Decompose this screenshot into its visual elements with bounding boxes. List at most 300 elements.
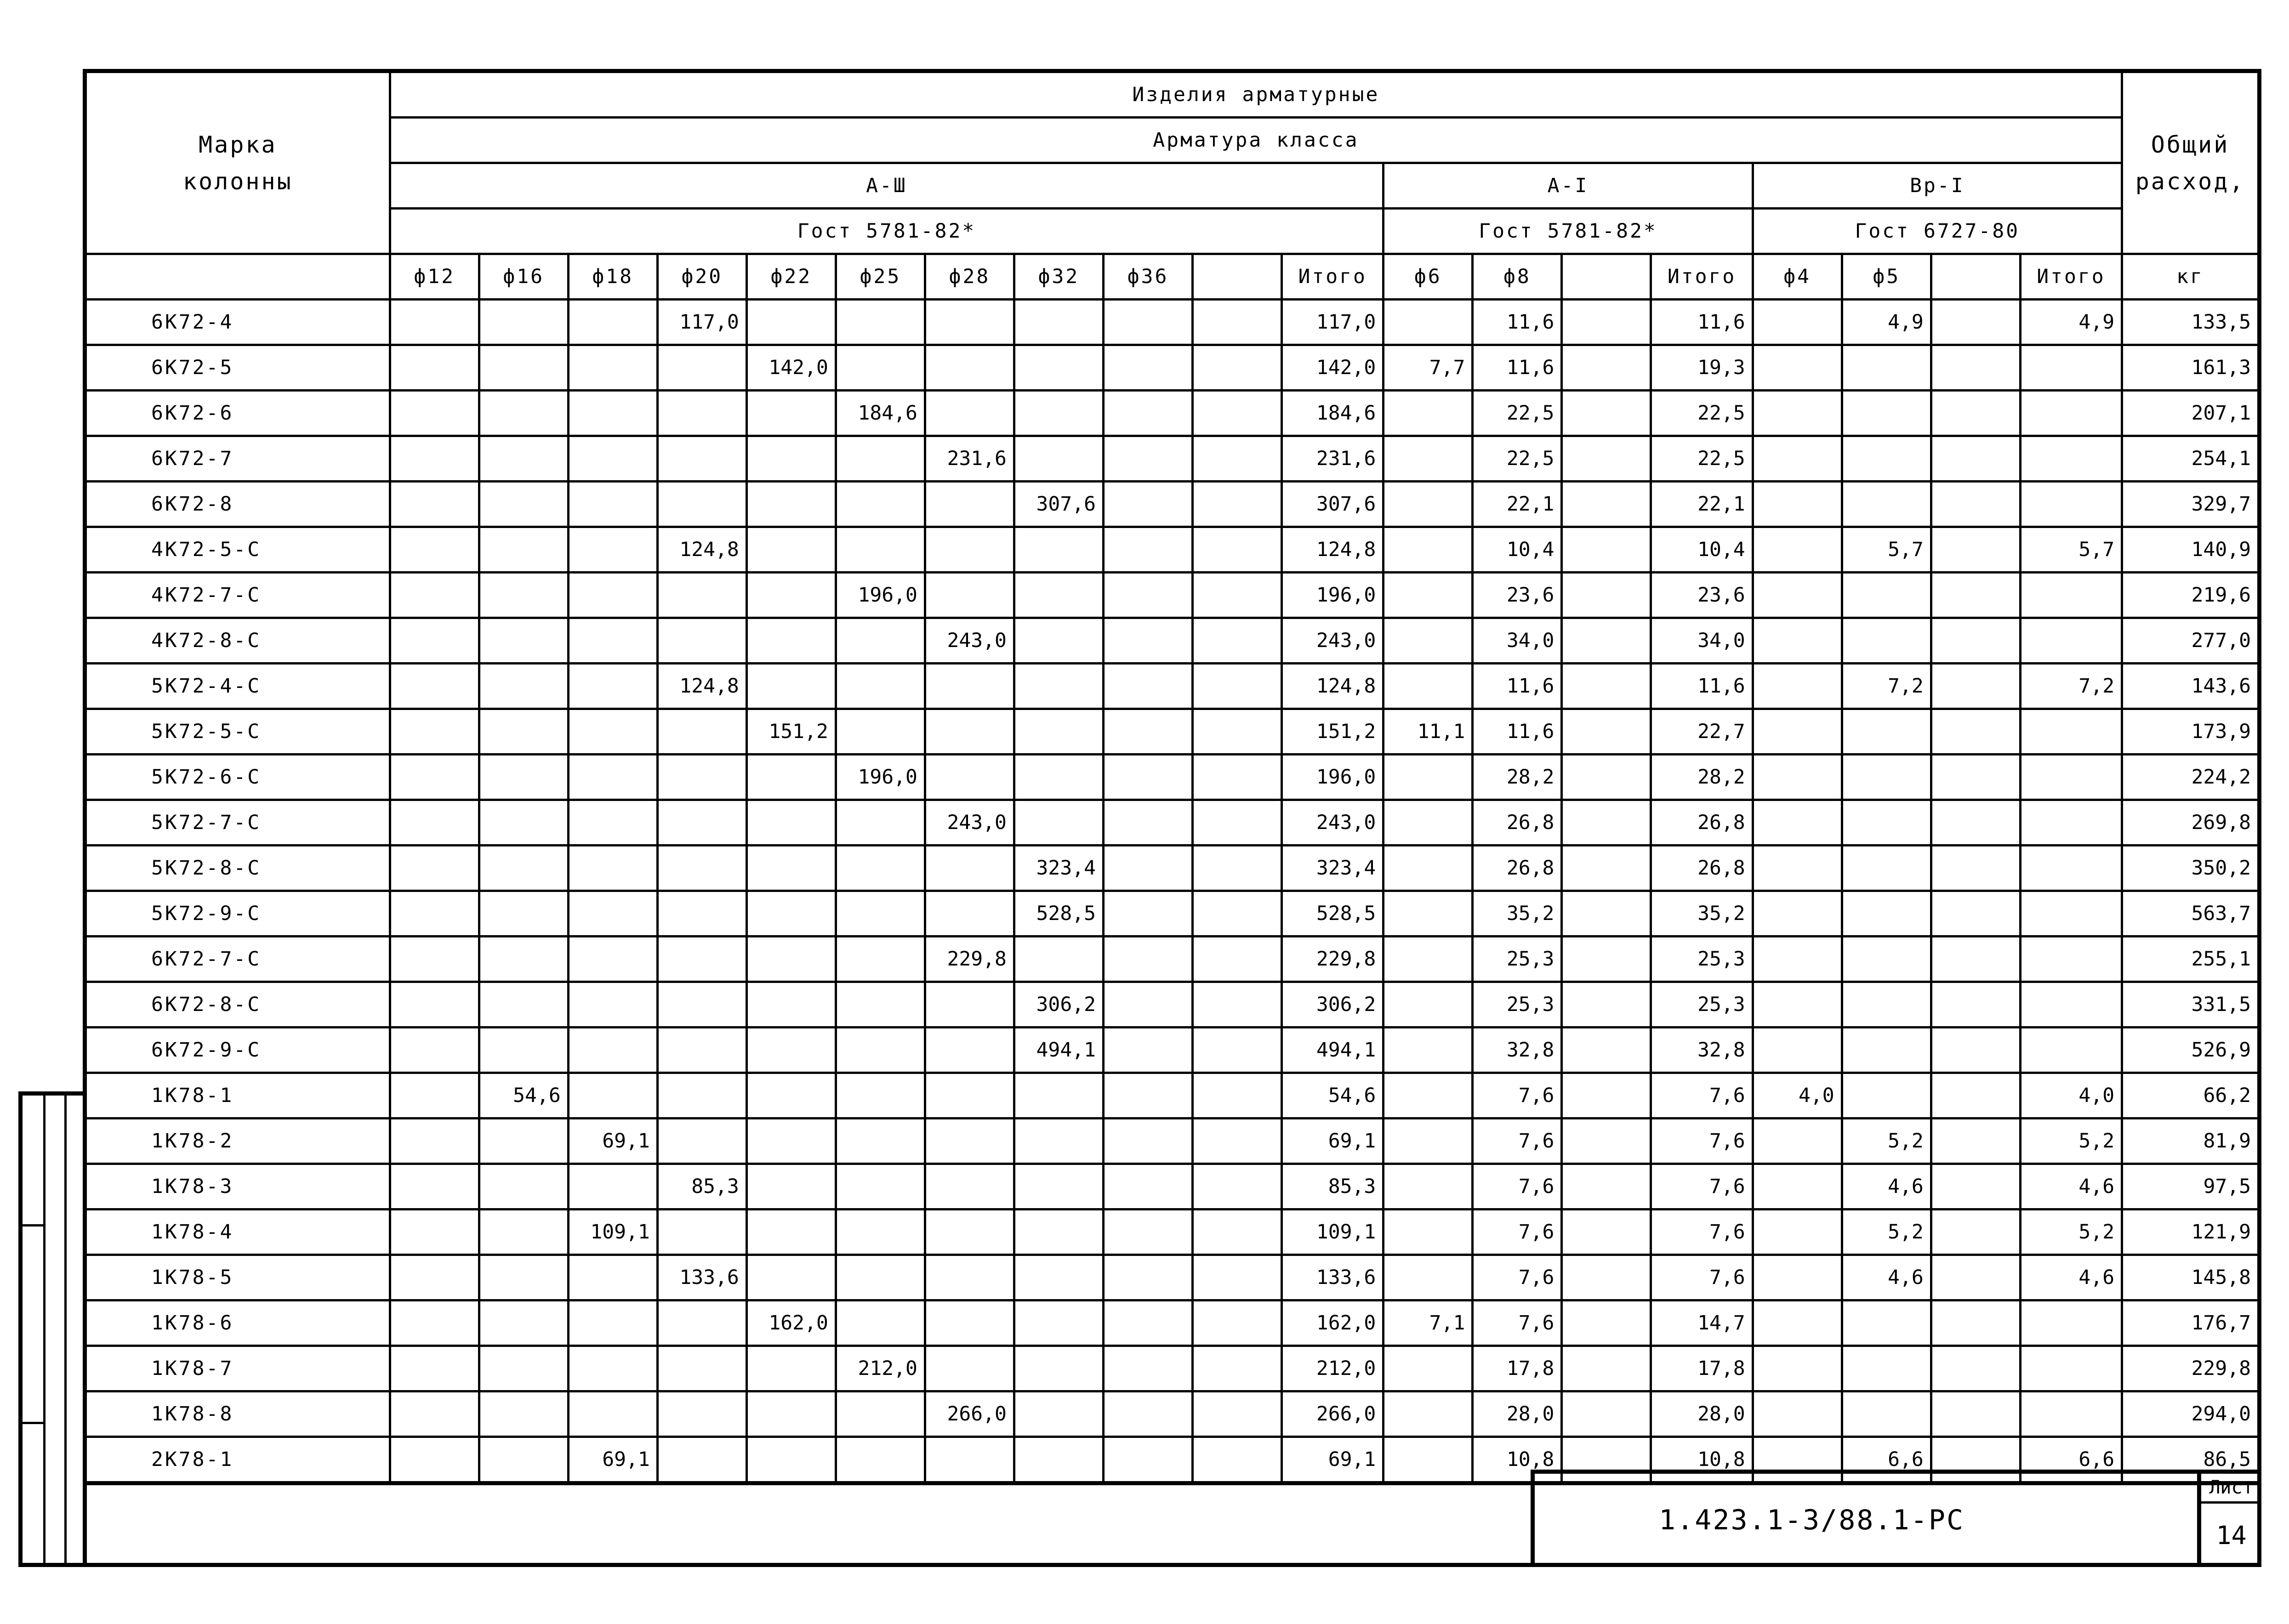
quantity-cell: [1753, 618, 1842, 664]
quantity-cell: [1384, 391, 1473, 436]
quantity-cell: 4,9: [2020, 300, 2122, 345]
quantity-cell: [479, 482, 568, 527]
quantity-cell: [1842, 846, 1931, 891]
quantity-cell: [1753, 391, 1842, 436]
quantity-cell: [2020, 436, 2122, 482]
quantity-cell: 11,6: [1651, 300, 1753, 345]
quantity-cell: [1842, 1073, 1931, 1119]
quantity-cell: [390, 1209, 479, 1255]
quantity-cell: [1104, 1073, 1193, 1119]
diameter-header: [1562, 254, 1651, 300]
quantity-cell: [2020, 755, 2122, 800]
quantity-cell: 32,8: [1651, 1028, 1753, 1073]
quantity-cell: [1104, 1209, 1193, 1255]
quantity-cell: 7,7: [1384, 345, 1473, 391]
quantity-cell: [1384, 1255, 1473, 1300]
quantity-cell: 4,6: [1842, 1255, 1931, 1300]
quantity-cell: [836, 1391, 925, 1437]
quantity-cell: 22,5: [1473, 391, 1562, 436]
quantity-cell: [836, 1119, 925, 1164]
quantity-cell: [1384, 1119, 1473, 1164]
quantity-cell: [1842, 618, 1931, 664]
quantity-cell: [390, 345, 479, 391]
quantity-cell: [1014, 527, 1103, 573]
quantity-cell: 7,6: [1473, 1164, 1562, 1209]
quantity-cell: [1193, 1255, 1282, 1300]
quantity-cell: [657, 1073, 746, 1119]
quantity-cell: [925, 1028, 1014, 1073]
quantity-cell: 528,5: [1282, 891, 1384, 937]
quantity-cell: [1193, 937, 1282, 982]
quantity-cell: [1104, 800, 1193, 846]
diameter-header: ф36: [1104, 254, 1193, 300]
quantity-cell: [1842, 482, 1931, 527]
quantity-cell: [836, 800, 925, 846]
quantity-cell: [1104, 391, 1193, 436]
class-vr1-header: Вр-I: [1753, 163, 2122, 209]
quantity-cell: [479, 436, 568, 482]
quantity-cell: [1104, 1119, 1193, 1164]
total-consumption-cell: 133,5: [2122, 300, 2260, 345]
quantity-cell: [925, 300, 1014, 345]
quantity-cell: [1842, 391, 1931, 436]
column-mark-cell: 1К78-2: [85, 1119, 390, 1164]
quantity-cell: [1014, 937, 1103, 982]
quantity-cell: 5,2: [1842, 1119, 1931, 1164]
quantity-cell: 11,6: [1473, 345, 1562, 391]
quantity-cell: 22,1: [1651, 482, 1753, 527]
quantity-cell: [746, 482, 836, 527]
quantity-cell: [1104, 755, 1193, 800]
quantity-cell: [925, 1073, 1014, 1119]
quantity-cell: [746, 1437, 836, 1483]
quantity-cell: [479, 1028, 568, 1073]
quantity-cell: [1193, 436, 1282, 482]
total-consumption-cell: 526,9: [2122, 1028, 2260, 1073]
quantity-cell: 4,6: [2020, 1255, 2122, 1300]
quantity-cell: 151,2: [746, 709, 836, 755]
quantity-cell: [925, 1209, 1014, 1255]
quantity-cell: 54,6: [479, 1073, 568, 1119]
total-consumption-cell: 329,7: [2122, 482, 2260, 527]
quantity-cell: [1753, 1164, 1842, 1209]
quantity-cell: 14,7: [1651, 1300, 1753, 1346]
quantity-cell: 243,0: [1282, 800, 1384, 846]
quantity-cell: 26,8: [1473, 846, 1562, 891]
quantity-cell: [1931, 1164, 2020, 1209]
quantity-cell: [1931, 664, 2020, 709]
diameter-header: Итого: [1651, 254, 1753, 300]
class-a1-header: А-I: [1384, 163, 1753, 209]
gost-a3-header: Гост 5781-82*: [390, 209, 1384, 254]
quantity-cell: [1193, 800, 1282, 846]
quantity-cell: 229,8: [925, 937, 1014, 982]
quantity-cell: [1842, 573, 1931, 618]
quantity-cell: [746, 391, 836, 436]
diameter-header: ф12: [390, 254, 479, 300]
quantity-cell: [1014, 709, 1103, 755]
quantity-cell: 34,0: [1651, 618, 1753, 664]
quantity-cell: [746, 755, 836, 800]
quantity-cell: [1931, 800, 2020, 846]
quantity-cell: [1753, 709, 1842, 755]
quantity-cell: [2020, 1028, 2122, 1073]
quantity-cell: [1014, 664, 1103, 709]
quantity-cell: [1931, 891, 2020, 937]
quantity-cell: [1104, 300, 1193, 345]
quantity-cell: [925, 391, 1014, 436]
quantity-cell: [1753, 1209, 1842, 1255]
total-consumption-cell: 255,1: [2122, 937, 2260, 982]
quantity-cell: [1014, 345, 1103, 391]
table-row: [85, 1300, 2260, 1346]
quantity-cell: [1104, 846, 1193, 891]
quantity-cell: 124,8: [657, 527, 746, 573]
diameter-header: ф16: [479, 254, 568, 300]
quantity-cell: 307,6: [1014, 482, 1103, 527]
total-label-line: Общий: [2151, 131, 2230, 158]
quantity-cell: [1931, 618, 2020, 664]
quantity-cell: [746, 1073, 836, 1119]
quantity-cell: [1931, 573, 2020, 618]
quantity-cell: [1193, 391, 1282, 436]
side-strip-labels-column: [23, 1096, 46, 1567]
table-row: [85, 1391, 2260, 1437]
quantity-cell: [568, 436, 657, 482]
sheet-label: Лист: [2201, 1474, 2261, 1504]
quantity-cell: 5,2: [2020, 1209, 2122, 1255]
column-mark-cell: 1К78-4: [85, 1209, 390, 1255]
quantity-cell: 28,2: [1473, 755, 1562, 800]
quantity-cell: 109,1: [1282, 1209, 1384, 1255]
quantity-cell: [1562, 482, 1651, 527]
quantity-cell: [568, 345, 657, 391]
quantity-cell: [1014, 1300, 1103, 1346]
total-consumption-cell: 331,5: [2122, 982, 2260, 1028]
quantity-cell: 323,4: [1282, 846, 1384, 891]
quantity-cell: [1193, 982, 1282, 1028]
quantity-cell: [746, 1119, 836, 1164]
quantity-cell: 7,1: [1384, 1300, 1473, 1346]
quantity-cell: [836, 1255, 925, 1300]
quantity-cell: 35,2: [1651, 891, 1753, 937]
quantity-cell: [1562, 937, 1651, 982]
quantity-cell: [390, 800, 479, 846]
quantity-cell: [1193, 846, 1282, 891]
diameter-header: [1193, 254, 1282, 300]
quantity-cell: 7,6: [1473, 1073, 1562, 1119]
quantity-cell: [1193, 709, 1282, 755]
quantity-cell: 17,8: [1651, 1346, 1753, 1391]
quantity-cell: 196,0: [836, 573, 925, 618]
quantity-cell: 494,1: [1014, 1028, 1103, 1073]
quantity-cell: [925, 482, 1014, 527]
quantity-cell: [1562, 300, 1651, 345]
quantity-cell: 10,4: [1651, 527, 1753, 573]
quantity-cell: [1384, 527, 1473, 573]
table-row: [85, 436, 2260, 482]
quantity-cell: [479, 391, 568, 436]
quantity-cell: [1842, 937, 1931, 982]
quantity-cell: [2020, 846, 2122, 891]
quantity-cell: [1384, 1391, 1473, 1437]
quantity-cell: [1562, 982, 1651, 1028]
quantity-cell: 229,8: [1282, 937, 1384, 982]
column-mark-cell: 6К72-8: [85, 482, 390, 527]
quantity-cell: 184,6: [836, 391, 925, 436]
quantity-cell: [1562, 1391, 1651, 1437]
quantity-cell: [836, 1073, 925, 1119]
mark-label-line: Марка: [199, 131, 277, 158]
table-row: [85, 1209, 2260, 1255]
total-consumption-cell: 161,3: [2122, 345, 2260, 391]
quantity-cell: [657, 391, 746, 436]
table-row: [85, 846, 2260, 891]
total-consumption-cell: 269,8: [2122, 800, 2260, 846]
diameter-header: ф20: [657, 254, 746, 300]
column-mark-cell: 6К72-8-С: [85, 982, 390, 1028]
quantity-cell: [1384, 573, 1473, 618]
quantity-cell: [1753, 300, 1842, 345]
quantity-cell: [1014, 1255, 1103, 1300]
quantity-cell: 25,3: [1473, 937, 1562, 982]
quantity-cell: [925, 1255, 1014, 1300]
quantity-cell: 243,0: [1282, 618, 1384, 664]
quantity-cell: 5,2: [2020, 1119, 2122, 1164]
quantity-cell: [1562, 800, 1651, 846]
quantity-cell: [657, 345, 746, 391]
quantity-cell: [746, 800, 836, 846]
quantity-cell: 7,6: [1473, 1119, 1562, 1164]
quantity-cell: [1562, 1209, 1651, 1255]
column-mark-cell: 5К72-6-С: [85, 755, 390, 800]
quantity-cell: [1842, 436, 1931, 482]
quantity-cell: 11,6: [1473, 709, 1562, 755]
sheet-number-box: [2197, 1474, 2261, 1567]
quantity-cell: [1384, 1346, 1473, 1391]
total-consumption-cell: 176,7: [2122, 1300, 2260, 1346]
quantity-cell: [836, 664, 925, 709]
quantity-cell: [1931, 1300, 2020, 1346]
quantity-cell: [390, 1300, 479, 1346]
table-row: [85, 1255, 2260, 1300]
quantity-cell: [1562, 1073, 1651, 1119]
quantity-cell: [657, 982, 746, 1028]
diameter-header: [1931, 254, 2020, 300]
quantity-cell: [746, 846, 836, 891]
quantity-cell: [390, 1119, 479, 1164]
quantity-cell: 4,9: [1842, 300, 1931, 345]
quantity-cell: [2020, 709, 2122, 755]
quantity-cell: [1842, 891, 1931, 937]
quantity-cell: 22,1: [1473, 482, 1562, 527]
quantity-cell: [1753, 800, 1842, 846]
table-row: [85, 482, 2260, 527]
quantity-cell: [479, 800, 568, 846]
quantity-cell: [2020, 573, 2122, 618]
quantity-cell: [1753, 1028, 1842, 1073]
quantity-cell: 124,8: [1282, 664, 1384, 709]
quantity-cell: [1753, 436, 1842, 482]
table-row: [85, 345, 2260, 391]
class-a3-header: А-Ш: [390, 163, 1384, 209]
quantity-cell: 4,6: [2020, 1164, 2122, 1209]
quantity-cell: [390, 436, 479, 482]
column-mark-cell: 1К78-3: [85, 1164, 390, 1209]
quantity-cell: [1931, 982, 2020, 1028]
quantity-cell: 162,0: [746, 1300, 836, 1346]
total-consumption-cell: 140,9: [2122, 527, 2260, 573]
column-mark-cell: 1К78-6: [85, 1300, 390, 1346]
quantity-cell: [836, 1209, 925, 1255]
quantity-cell: [925, 345, 1014, 391]
rebar-specification-table: [83, 69, 2261, 1485]
quantity-cell: [657, 618, 746, 664]
diameter-header: ф8: [1473, 254, 1562, 300]
quantity-cell: 85,3: [1282, 1164, 1384, 1209]
quantity-cell: [925, 1437, 1014, 1483]
quantity-cell: [1931, 1073, 2020, 1119]
quantity-cell: [1384, 1028, 1473, 1073]
total-consumption-cell: 294,0: [2122, 1391, 2260, 1437]
quantity-cell: [1193, 573, 1282, 618]
quantity-cell: [568, 618, 657, 664]
quantity-cell: [568, 1300, 657, 1346]
quantity-cell: [1384, 1073, 1473, 1119]
quantity-cell: [836, 482, 925, 527]
quantity-cell: [568, 891, 657, 937]
quantity-cell: [568, 527, 657, 573]
quantity-cell: [746, 527, 836, 573]
quantity-cell: [1562, 1346, 1651, 1391]
quantity-cell: 231,6: [925, 436, 1014, 482]
diameter-header: ф4: [1753, 254, 1842, 300]
quantity-cell: 22,7: [1651, 709, 1753, 755]
sheet-number: 14: [2216, 1521, 2247, 1550]
quantity-cell: [390, 1073, 479, 1119]
quantity-cell: 25,3: [1473, 982, 1562, 1028]
quantity-cell: 7,6: [1651, 1119, 1753, 1164]
table-row: [85, 800, 2260, 846]
quantity-cell: [657, 1437, 746, 1483]
quantity-cell: 11,1: [1384, 709, 1473, 755]
quantity-cell: [568, 937, 657, 982]
quantity-cell: 26,8: [1473, 800, 1562, 846]
quantity-cell: [2020, 937, 2122, 982]
quantity-cell: [925, 846, 1014, 891]
quantity-cell: [568, 755, 657, 800]
quantity-cell: 196,0: [1282, 755, 1384, 800]
quantity-cell: [568, 1028, 657, 1073]
quantity-cell: [925, 982, 1014, 1028]
quantity-cell: [2020, 345, 2122, 391]
quantity-cell: [1562, 664, 1651, 709]
quantity-cell: [1193, 618, 1282, 664]
quantity-cell: [568, 482, 657, 527]
quantity-cell: [1753, 482, 1842, 527]
quantity-cell: 4,0: [2020, 1073, 2122, 1119]
quantity-cell: [1193, 345, 1282, 391]
quantity-cell: [1562, 755, 1651, 800]
quantity-cell: 6,6: [2020, 1437, 2122, 1483]
quantity-cell: 5,7: [2020, 527, 2122, 573]
total-unit-header: кг: [2122, 254, 2260, 300]
quantity-cell: 151,2: [1282, 709, 1384, 755]
quantity-cell: [1104, 482, 1193, 527]
quantity-cell: 11,6: [1651, 664, 1753, 709]
quantity-cell: [1753, 982, 1842, 1028]
title-block: [1531, 1470, 2261, 1567]
quantity-cell: [1384, 937, 1473, 982]
quantity-cell: 184,6: [1282, 391, 1384, 436]
column-mark-cell: 6К72-7-С: [85, 937, 390, 982]
quantity-cell: [390, 709, 479, 755]
quantity-cell: [1384, 800, 1473, 846]
column-mark-cell: 4К72-5-С: [85, 527, 390, 573]
quantity-cell: [1104, 527, 1193, 573]
quantity-cell: [2020, 982, 2122, 1028]
quantity-cell: [479, 1119, 568, 1164]
quantity-cell: [568, 1391, 657, 1437]
quantity-cell: [1014, 573, 1103, 618]
quantity-cell: [479, 846, 568, 891]
quantity-cell: [657, 709, 746, 755]
table-row: [85, 573, 2260, 618]
quantity-cell: [2020, 1300, 2122, 1346]
quantity-cell: [2020, 1346, 2122, 1391]
quantity-cell: [1753, 891, 1842, 937]
quantity-cell: [925, 1346, 1014, 1391]
left-stamp-strip: [18, 1091, 83, 1567]
quantity-cell: 243,0: [925, 618, 1014, 664]
total-consumption-cell: 145,8: [2122, 1255, 2260, 1300]
quantity-cell: [1014, 1437, 1103, 1483]
quantity-cell: 142,0: [746, 345, 836, 391]
quantity-cell: [1384, 482, 1473, 527]
quantity-cell: 35,2: [1473, 891, 1562, 937]
diameter-header: ф5: [1842, 254, 1931, 300]
quantity-cell: [479, 1255, 568, 1300]
quantity-cell: 212,0: [836, 1346, 925, 1391]
quantity-cell: 7,6: [1651, 1073, 1753, 1119]
quantity-cell: [1104, 1391, 1193, 1437]
quantity-cell: 7,2: [2020, 664, 2122, 709]
quantity-cell: [1104, 436, 1193, 482]
quantity-cell: 69,1: [568, 1437, 657, 1483]
quantity-cell: [836, 937, 925, 982]
rebar-class-header: Арматура класса: [390, 118, 2122, 163]
quantity-cell: 133,6: [657, 1255, 746, 1300]
quantity-cell: [1753, 846, 1842, 891]
quantity-cell: 22,5: [1651, 391, 1753, 436]
quantity-cell: [1104, 709, 1193, 755]
quantity-cell: [479, 1346, 568, 1391]
quantity-cell: [390, 618, 479, 664]
quantity-cell: [1562, 1119, 1651, 1164]
column-mark-cell: 1К78-5: [85, 1255, 390, 1300]
quantity-cell: [568, 1164, 657, 1209]
quantity-cell: [1384, 846, 1473, 891]
quantity-cell: 28,0: [1651, 1391, 1753, 1437]
quantity-cell: [568, 846, 657, 891]
quantity-cell: 7,6: [1651, 1255, 1753, 1300]
quantity-cell: [1562, 891, 1651, 937]
quantity-cell: [479, 1391, 568, 1437]
header-row-rebar-class: [85, 118, 2260, 163]
total-consumption-cell: 86,5: [2122, 1437, 2260, 1483]
quantity-cell: [1753, 1119, 1842, 1164]
quantity-cell: [1931, 391, 2020, 436]
